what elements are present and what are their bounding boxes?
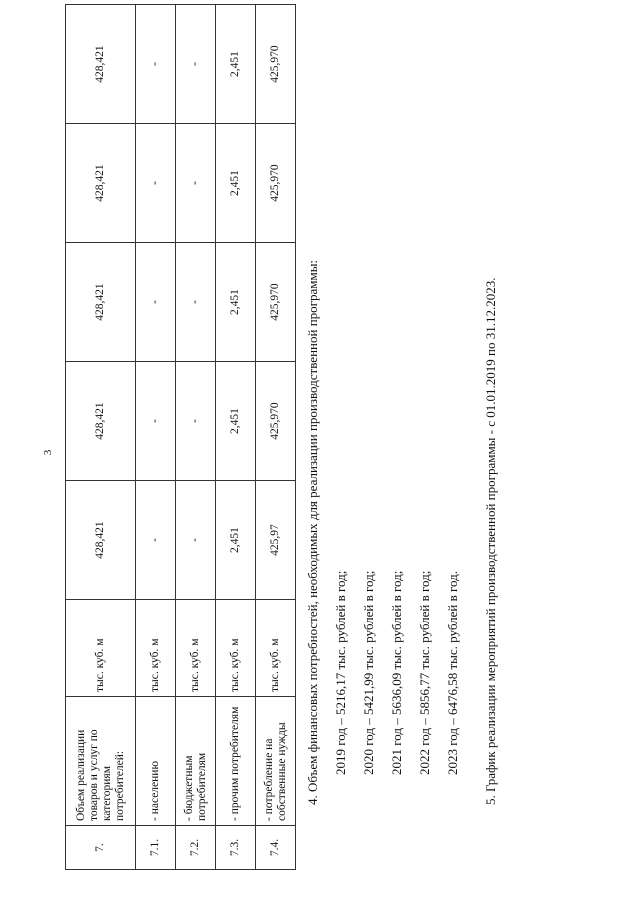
year-line: 2021 год – 5636,09 тыс. рублей в год; [389,570,404,775]
value-cell: - [136,124,176,243]
value-cell: - [136,243,176,362]
value-cell: 428,421 [66,124,136,243]
value-cell: 428,421 [66,5,136,124]
value-cell: 425,970 [256,124,296,243]
value-cell: 425,970 [256,362,296,481]
value-cell: - [176,5,216,124]
value-cell: 425,970 [256,5,296,124]
value-cell: 2,451 [216,481,256,600]
row-unit: тыс. куб. м [66,600,136,697]
value-cell: 428,421 [66,243,136,362]
table-row [136,5,176,870]
row-unit: тыс. куб. м [216,600,256,697]
value-cell: 2,451 [216,243,256,362]
body-text [305,260,499,805]
section-4-heading: 4. Объем финансовых потребностей, необходимых для реализации производственной программы: [305,259,320,805]
row-unit: тыс. куб. м [136,600,176,697]
year-line: 2020 год – 5421,99 тыс. рублей в год; [361,570,376,775]
value-cell: 425,970 [256,243,296,362]
table-row [176,5,216,870]
value-cell: 2,451 [216,362,256,481]
value-cell: - [136,362,176,481]
year-line: 2023 год – 6476,58 тыс. рублей в год. [445,571,460,775]
value-cell: 425,97 [256,481,296,600]
value-cell: 428,421 [66,362,136,481]
value-cell: 2,451 [216,5,256,124]
value-cell: - [136,5,176,124]
row-name: - прочим потребителям [216,697,256,826]
row-unit: тыс. куб. м [176,600,216,697]
value-cell: 428,421 [66,481,136,600]
row-name: Объем реализации товаров и услуг по категориям потребителей: [66,697,136,826]
table-row [256,5,296,870]
row-number: 7. [66,826,136,870]
table-row [66,5,136,870]
row-name: - бюджетным потребителям [176,697,216,826]
row-number: 7.1. [136,826,176,870]
table-row [216,5,256,870]
consumption-table [65,4,296,870]
value-cell: - [176,243,216,362]
value-cell: 2,451 [216,124,256,243]
year-line: 2019 год – 5216,17 тыс. рублей в год; [333,570,348,775]
row-number: 7.2. [176,826,216,870]
page-number: 3 [42,449,54,456]
value-cell: - [136,481,176,600]
row-name: - населению [136,697,176,826]
section-5-text: 5. График реализации мероприятий производственной программы - с 01.01.2019 по 31.12.2023. [483,277,498,805]
value-cell: - [176,481,216,600]
row-number: 7.4. [256,826,296,870]
value-cell: - [176,362,216,481]
year-line: 2022 год – 5856,77 тыс. рублей в год; [417,570,432,775]
row-name: - потребление на собственные нужды [256,697,296,826]
row-number: 7.3. [216,826,256,870]
row-unit: тыс. куб. м [256,600,296,697]
value-cell: - [176,124,216,243]
